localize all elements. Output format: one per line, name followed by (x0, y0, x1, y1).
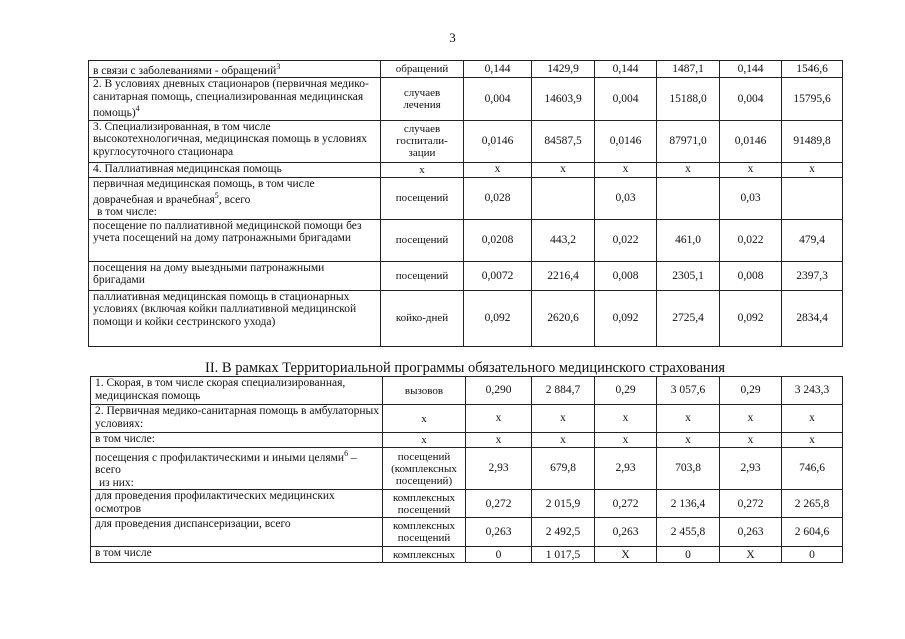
cost-value: 14603,9 (532, 78, 595, 120)
cost-value: 15795,6 (782, 78, 843, 120)
section-two-row (91, 377, 843, 405)
section-two-row (91, 518, 843, 547)
indicator-name-text: посещения на дому выездными патронажными бригадами (93, 261, 325, 287)
indicator-name (91, 490, 383, 518)
section-one-row (89, 219, 843, 261)
cost-value: 2305,1 (657, 261, 720, 290)
norm-value: х (466, 433, 532, 448)
norm-value: 0,29 (720, 377, 782, 405)
norm-value: 0,0146 (464, 120, 532, 162)
cost-value (532, 177, 595, 219)
norm-value: 0,29 (595, 377, 657, 405)
norm-value: 0,290 (466, 377, 532, 405)
cost-value: 2 884,7 (532, 377, 595, 405)
cost-value: 2 136,4 (657, 490, 720, 518)
section-two-table (90, 376, 843, 563)
cost-value: 2397,3 (782, 261, 843, 290)
norm-value: 0,028 (464, 177, 532, 219)
indicator-name (91, 405, 383, 433)
cost-value: 2 265,8 (782, 490, 843, 518)
norm-value: 0,272 (595, 490, 657, 518)
section-two-row (91, 448, 843, 490)
unit-of-measure: случаев лечения (381, 78, 464, 120)
unit-of-measure: посещений (381, 261, 464, 290)
norm-value: 2,93 (720, 448, 782, 490)
unit-of-measure: комплексных (383, 547, 466, 563)
indicator-name-text: посещение по паллиативной медицинской помощи без учета посещений на дому патронажными бригадами (93, 219, 362, 245)
unit-of-measure: койко-дней (381, 290, 464, 346)
norm-value: 0,092 (464, 290, 532, 346)
norm-value: Х (720, 547, 782, 563)
indicator-name-text: 3. Специализированная, в том числе высокотехнологичная, медицинская помощь в условиях круглосуточного стационара (93, 120, 367, 158)
norm-value: 0,092 (595, 290, 657, 346)
indicator-name-text: 1. Скорая, в том числе скорая специализированная, медицинская помощь (95, 377, 346, 402)
norm-value: 0,0146 (720, 120, 782, 162)
indicator-name-tail: , всего (218, 193, 251, 206)
section-two-row (91, 490, 843, 518)
cost-value: х (657, 433, 720, 448)
norm-value: 0,008 (720, 261, 782, 290)
unit-of-measure: посещений (381, 219, 464, 261)
footnote-marker: 6 (344, 449, 349, 458)
cost-value: х (532, 162, 595, 177)
cost-value: 2 492,5 (532, 518, 595, 547)
unit-of-measure: комплексных посещений (383, 490, 466, 518)
cost-value: 2725,4 (657, 290, 720, 346)
unit-of-measure: посещений (381, 177, 464, 219)
cost-value: х (782, 433, 843, 448)
section-one-row (89, 290, 843, 346)
cost-value: х (532, 405, 595, 433)
section-one-row (89, 61, 843, 78)
norm-value: 0,0146 (595, 120, 657, 162)
unit-of-measure: х (381, 162, 464, 177)
indicator-name (89, 61, 381, 78)
cost-value: 1487,1 (657, 61, 720, 78)
cost-value: 15188,0 (657, 78, 720, 120)
unit-of-measure: х (383, 405, 466, 433)
norm-value: 0,144 (720, 61, 782, 78)
cost-value: 703,8 (657, 448, 720, 490)
indicator-name (91, 547, 383, 563)
norm-value: х (595, 433, 657, 448)
section-one-row (89, 177, 843, 219)
norm-value: х (595, 405, 657, 433)
norm-value: 0,092 (720, 290, 782, 346)
norm-value: Х (595, 547, 657, 563)
cost-value: х (782, 405, 843, 433)
cost-value: 87971,0 (657, 120, 720, 162)
norm-value: х (720, 433, 782, 448)
cost-value: 2834,4 (782, 290, 843, 346)
cost-value: 3 057,6 (657, 377, 720, 405)
indicator-name-text: паллиативная медицинская помощь в стационарных условиях (включая койки паллиативной медицинской помощи и койки сестринского ухода) (93, 290, 357, 328)
norm-value: х (720, 405, 782, 433)
indicator-name-subnote: в том числе: (97, 206, 157, 219)
indicator-name (91, 377, 383, 405)
norm-value: 0,004 (595, 78, 657, 120)
norm-value: 0,263 (595, 518, 657, 547)
cost-value: 91489,8 (782, 120, 843, 162)
section-two-row (91, 547, 843, 563)
cost-value: 0 (782, 547, 843, 563)
cost-value: х (657, 405, 720, 433)
norm-value: 0,272 (720, 490, 782, 518)
indicator-name-text: для проведения профилактических медицинских осмотров (95, 490, 335, 515)
section-one-table (88, 60, 843, 347)
cost-value: х (657, 162, 720, 177)
indicator-name-text: 2. В условиях дневных стационаров (первичная медико-санитарная помощь, специализированная медицинская помощь) (93, 78, 369, 120)
cost-value: х (782, 162, 843, 177)
norm-value: 0,263 (720, 518, 782, 547)
norm-value: х (720, 162, 782, 177)
norm-value: 0 (466, 547, 532, 563)
indicator-name (91, 448, 383, 490)
cost-value: 2 015,9 (532, 490, 595, 518)
indicator-name-text: для проведения диспансеризации, всего (95, 518, 291, 531)
cost-value: 2 604,6 (782, 518, 843, 547)
indicator-name-text: в том числе: (95, 433, 155, 445)
norm-value: 0,03 (720, 177, 782, 219)
indicator-name-text: посещения с профилактическими и иными целями (95, 451, 345, 464)
indicator-name (89, 78, 381, 120)
page-number: 3 (449, 30, 456, 45)
cost-value: 679,8 (532, 448, 595, 490)
cost-value: 479,4 (782, 219, 843, 261)
unit-of-measure: х (383, 433, 466, 448)
norm-value: 0,0072 (464, 261, 532, 290)
norm-value: х (466, 405, 532, 433)
cost-value: 3 243,3 (782, 377, 843, 405)
unit-of-measure: комплексных посещений (383, 518, 466, 547)
unit-of-measure: обращений (381, 61, 464, 78)
indicator-name-tail: – всего (95, 451, 357, 477)
indicator-name (89, 177, 381, 219)
indicator-name-text: в том числе (95, 547, 152, 560)
norm-value: 0,03 (595, 177, 657, 219)
indicator-name-text: 2. Первичная медико-санитарная помощь в амбулаторных условиях: (95, 405, 379, 430)
norm-value: 0,008 (595, 261, 657, 290)
section-one-row (89, 120, 843, 162)
cost-value: 1429,9 (532, 61, 595, 78)
cost-value: 2620,6 (532, 290, 595, 346)
section-one-row (89, 78, 843, 120)
cost-value: 443,2 (532, 219, 595, 261)
norm-value: 0,022 (595, 219, 657, 261)
norm-value: х (464, 162, 532, 177)
section-two-row (91, 433, 843, 448)
cost-value: 2 455,8 (657, 518, 720, 547)
norm-value: 0,0208 (464, 219, 532, 261)
indicator-name (91, 433, 383, 448)
cost-value: 1546,6 (782, 61, 843, 78)
norm-value: 0,144 (464, 61, 532, 78)
section-one-row (89, 162, 843, 177)
norm-value: 0,263 (466, 518, 532, 547)
cost-value: 84587,5 (532, 120, 595, 162)
cost-value: х (532, 433, 595, 448)
indicator-name (89, 261, 381, 290)
norm-value: х (595, 162, 657, 177)
indicator-name-text: в связи с заболеваниями - обращений (93, 64, 277, 77)
footnote-marker: 3 (276, 62, 281, 71)
indicator-name (89, 162, 381, 177)
cost-value: 746,6 (782, 448, 843, 490)
norm-value: 0,004 (720, 78, 782, 120)
indicator-name (89, 219, 381, 261)
indicator-name-subnote: из них: (99, 476, 134, 489)
footnote-marker: 4 (135, 104, 140, 114)
cost-value: 1 017,5 (532, 547, 595, 563)
norm-value: 0,144 (595, 61, 657, 78)
indicator-name (91, 518, 383, 547)
unit-of-measure: посещений (комплексных посещений) (383, 448, 466, 490)
unit-of-measure: вызовов (383, 377, 466, 405)
section-two-heading: II. В рамках Территориальной программы обязательного медицинского страхования (205, 360, 725, 376)
unit-of-measure: случаев госпитали-зации (381, 120, 464, 162)
section-two-row (91, 405, 843, 433)
cost-value: 2216,4 (532, 261, 595, 290)
cost-value: 0 (657, 547, 720, 563)
norm-value: 2,93 (595, 448, 657, 490)
indicator-name-text: первичная медицинская помощь, в том числе доврачебная и врачебная (93, 177, 315, 206)
cost-value: 461,0 (657, 219, 720, 261)
footnote-marker: 5 (214, 191, 219, 201)
norm-value: 0,272 (466, 490, 532, 518)
indicator-name (89, 120, 381, 162)
section-one-row (89, 261, 843, 290)
norm-value: 0,022 (720, 219, 782, 261)
cost-value (657, 177, 720, 219)
indicator-name (89, 290, 381, 346)
cost-value (782, 177, 843, 219)
indicator-name-text: 4. Паллиативная медицинская помощь (93, 162, 282, 175)
norm-value: 2,93 (466, 448, 532, 490)
norm-value: 0,004 (464, 78, 532, 120)
